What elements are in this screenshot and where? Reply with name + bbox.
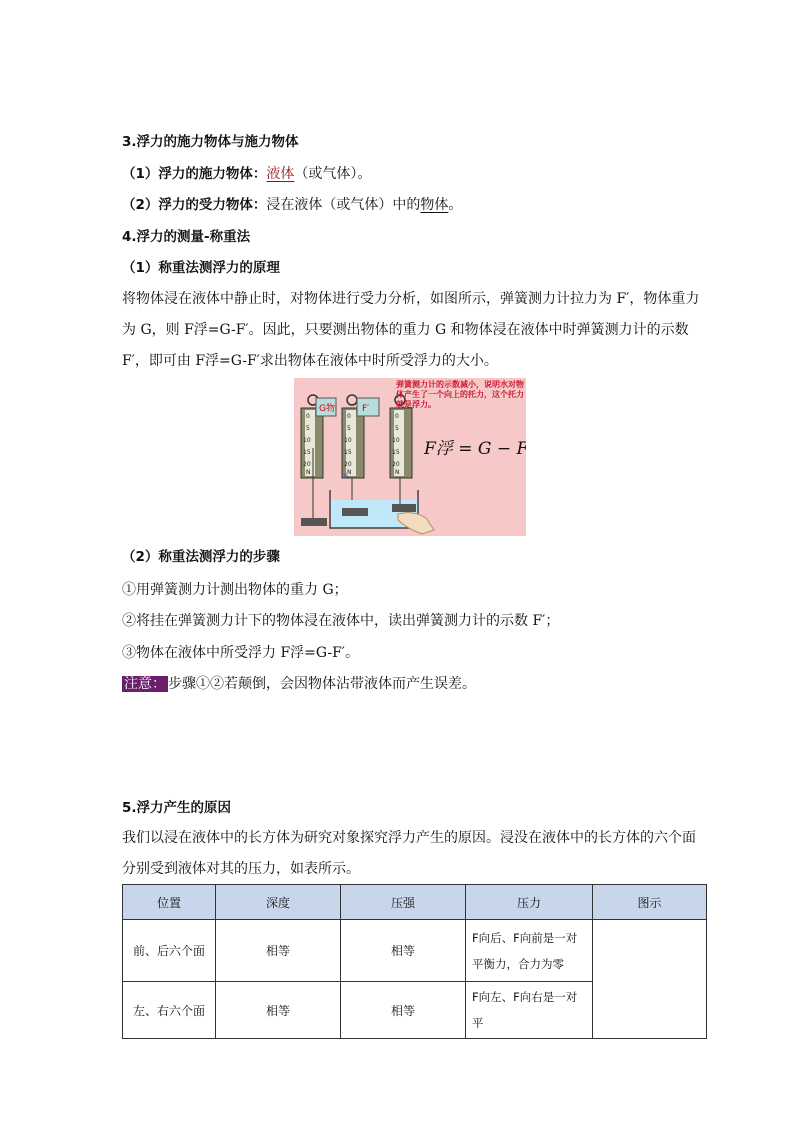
section3-title: 3.浮力的施力物体与施力物体	[122, 134, 299, 150]
section3-item2-prefix-bold: （2）浮力的受力物体：	[122, 197, 267, 213]
svg-text:10: 10	[344, 437, 352, 444]
cell-depth: 相等	[216, 920, 341, 982]
section3-item1-suffix: （或气体）。	[294, 166, 372, 182]
figure-formula: F浮 = G − F′	[424, 439, 526, 459]
section3-item2-answer: 物体	[420, 197, 449, 213]
cell-force: F向左、F向右是一对平	[466, 982, 593, 1039]
header-force: 压力	[466, 885, 593, 920]
section3-item1-prefix: （1）浮力的施力物体：	[122, 166, 267, 182]
section4-title: 4.浮力的测量-称重法	[122, 229, 251, 245]
svg-text:N: N	[347, 469, 352, 476]
section3-item2-rest: 浸在液体（或气体）中的	[266, 197, 421, 213]
cell-force: F向后、F向前是一对平衡力，合力为零	[466, 920, 593, 982]
f-label: F′	[362, 404, 370, 414]
figure-note: 弹簧测力计的示数减小，说明水对物体产生了一个向上的托力，这个托力就是浮力。	[396, 380, 524, 409]
header-depth: 深度	[216, 885, 341, 920]
section3-item1	[122, 164, 371, 184]
table-header-row	[123, 885, 707, 920]
note-text: 步骤①②若颠倒，会因物体沾带液体而产生误差。	[168, 676, 476, 692]
section3-item1-answer: 液体	[266, 166, 295, 182]
svg-text:5: 5	[395, 425, 399, 432]
svg-text:N: N	[306, 469, 311, 476]
svg-text:10: 10	[392, 437, 400, 444]
svg-text:20: 20	[344, 461, 352, 468]
section3-item2-suffix: 。	[448, 197, 463, 213]
svg-text:15: 15	[392, 449, 400, 456]
section5-title: 5.浮力产生的原因	[122, 800, 232, 816]
svg-text:15: 15	[303, 449, 311, 456]
header-position: 位置	[123, 885, 216, 920]
cell-depth: 相等	[216, 982, 341, 1039]
svg-text:5: 5	[306, 425, 310, 432]
svg-text:15: 15	[344, 449, 352, 456]
step-1: ①用弹簧测力计测出物体的重力 G；	[122, 582, 348, 598]
header-diagram: 图示	[593, 885, 707, 920]
svg-text:5: 5	[347, 425, 351, 432]
cell-pressure: 相等	[341, 920, 466, 982]
section4-paragraph: 将物体浸在液体中静止时，对物体进行受力分析，如图所示，弹簧测力计拉力为 F′，物体重力为 G，则 F浮=G-F′。因此，只要测出物体的重力 G 和物体浸在液体中时弹簧测力计的示数 F′，即可由 F浮=G-F′求出物体在液体中时所受浮力的大小。	[122, 291, 700, 369]
cell-pressure: 相等	[341, 982, 466, 1039]
svg-text:20: 20	[392, 461, 400, 468]
svg-text:N: N	[395, 469, 400, 476]
cell-position: 左、右六个面	[123, 982, 216, 1039]
svg-text:10: 10	[303, 437, 311, 444]
step-3: ③物体在液体中所受浮力 F浮=G-F′。	[122, 645, 359, 661]
svg-text:0: 0	[306, 413, 310, 420]
section4-sub2: （2）称重法测浮力的步骤	[122, 549, 280, 565]
svg-text:0: 0	[395, 413, 399, 420]
spring-scale-figure	[294, 378, 526, 536]
cell-diagram	[593, 920, 707, 1039]
header-pressure: 压强	[341, 885, 466, 920]
step-2: ②将挂在弹簧测力计下的物体浸在液体中，读出弹簧测力计的示数 F′；	[122, 613, 560, 629]
section3-item2	[122, 195, 462, 215]
section4-sub1: （1）称重法测浮力的原理	[122, 260, 280, 276]
water-label: 水	[343, 473, 350, 480]
spring-scale-diagram	[294, 378, 526, 536]
section5-paragraph: 我们以浸在液体中的长方体为研究对象探究浮力产生的原因。浸没在液体中的长方体的六个面分别受到液体对其的压力，如表所示。	[122, 830, 696, 877]
table-row	[123, 920, 707, 982]
cell-position: 前、后六个面	[123, 920, 216, 982]
pressure-table	[122, 884, 707, 1039]
g-label: G物	[319, 404, 335, 414]
note-label: 注意：	[124, 676, 166, 692]
note-line	[122, 674, 476, 694]
svg-text:0: 0	[347, 413, 351, 420]
svg-text:20: 20	[303, 461, 311, 468]
